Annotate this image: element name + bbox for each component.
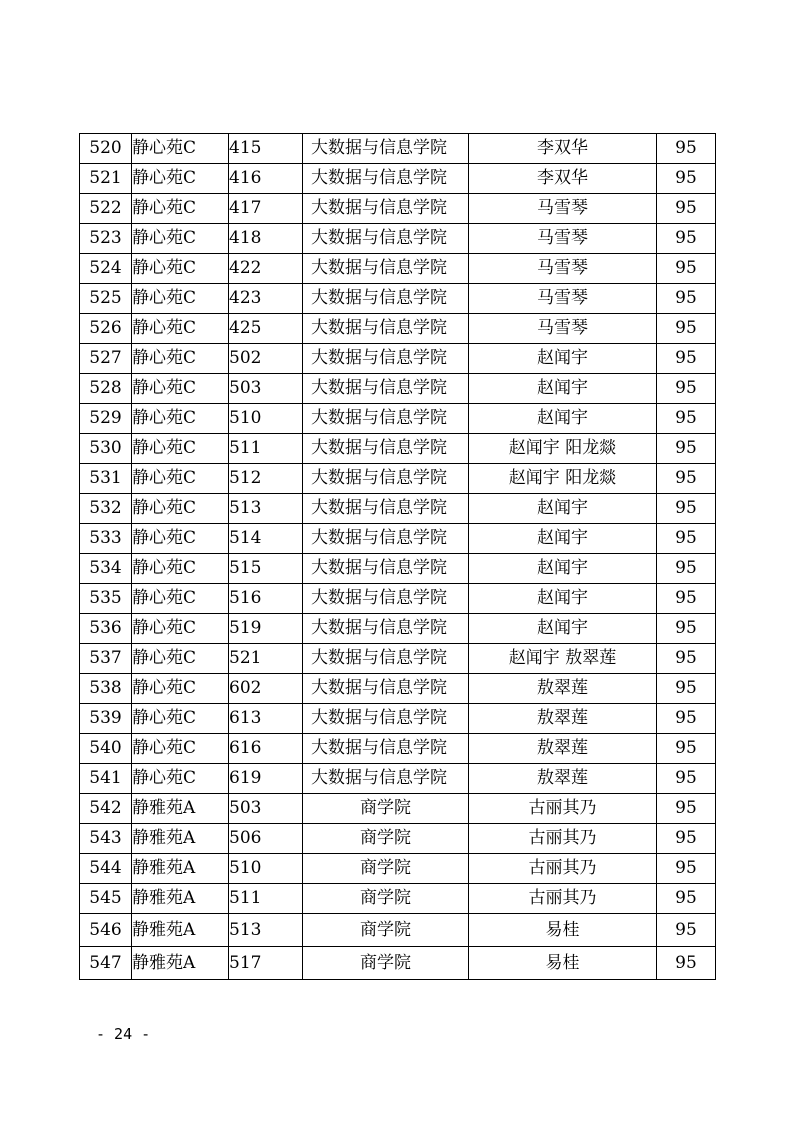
row-number: 524 [80, 254, 132, 284]
teacher-cell: 赵闻宇 [469, 614, 657, 644]
room-cell: 416 [229, 164, 303, 194]
teacher-cell: 古丽其乃 [469, 854, 657, 884]
row-number: 543 [80, 824, 132, 854]
room-cell: 503 [229, 374, 303, 404]
college-cell: 大数据与信息学院 [303, 704, 469, 734]
score-cell: 95 [657, 434, 716, 464]
score-cell: 95 [657, 284, 716, 314]
building-cell: 静心苑C [132, 164, 229, 194]
score-cell: 95 [657, 947, 716, 980]
building-cell: 静心苑C [132, 554, 229, 584]
score-cell: 95 [657, 794, 716, 824]
building-cell: 静心苑C [132, 254, 229, 284]
teacher-cell: 马雪琴 [469, 224, 657, 254]
table-row [80, 464, 716, 494]
score-cell: 95 [657, 614, 716, 644]
teacher-cell: 敖翠莲 [469, 734, 657, 764]
table-row [80, 284, 716, 314]
table-row [80, 194, 716, 224]
building-cell: 静心苑C [132, 704, 229, 734]
score-cell: 95 [657, 854, 716, 884]
college-cell: 商学院 [303, 947, 469, 980]
teacher-cell: 赵闻宇 [469, 374, 657, 404]
table-row [80, 704, 716, 734]
building-cell: 静雅苑A [132, 947, 229, 980]
teacher-cell: 马雪琴 [469, 284, 657, 314]
building-cell: 静心苑C [132, 194, 229, 224]
room-cell: 511 [229, 434, 303, 464]
row-number: 533 [80, 524, 132, 554]
page-number: - 24 - [96, 1025, 151, 1043]
college-cell: 大数据与信息学院 [303, 614, 469, 644]
college-cell: 大数据与信息学院 [303, 554, 469, 584]
table-row [80, 524, 716, 554]
row-number: 527 [80, 344, 132, 374]
teacher-cell: 易桂 [469, 914, 657, 947]
teacher-cell: 敖翠莲 [469, 674, 657, 704]
teacher-cell: 赵闻宇 [469, 344, 657, 374]
row-number: 531 [80, 464, 132, 494]
college-cell: 大数据与信息学院 [303, 764, 469, 794]
building-cell: 静心苑C [132, 134, 229, 164]
room-cell: 514 [229, 524, 303, 554]
teacher-cell: 古丽其乃 [469, 884, 657, 914]
score-cell: 95 [657, 224, 716, 254]
table-row [80, 947, 716, 980]
room-cell: 506 [229, 824, 303, 854]
room-cell: 515 [229, 554, 303, 584]
room-cell: 513 [229, 494, 303, 524]
row-number: 539 [80, 704, 132, 734]
teacher-cell: 马雪琴 [469, 254, 657, 284]
table-row [80, 164, 716, 194]
building-cell: 静心苑C [132, 374, 229, 404]
college-cell: 大数据与信息学院 [303, 674, 469, 704]
row-number: 532 [80, 494, 132, 524]
teacher-cell: 赵闻宇 [469, 584, 657, 614]
table-row [80, 434, 716, 464]
table-row [80, 614, 716, 644]
teacher-cell: 赵闻宇 [469, 524, 657, 554]
teacher-cell: 李双华 [469, 164, 657, 194]
score-cell: 95 [657, 464, 716, 494]
score-cell: 95 [657, 824, 716, 854]
teacher-cell: 古丽其乃 [469, 794, 657, 824]
building-cell: 静心苑C [132, 734, 229, 764]
table-row [80, 134, 716, 164]
room-cell: 418 [229, 224, 303, 254]
college-cell: 大数据与信息学院 [303, 194, 469, 224]
row-number: 521 [80, 164, 132, 194]
teacher-cell: 易桂 [469, 947, 657, 980]
row-number: 520 [80, 134, 132, 164]
score-cell: 95 [657, 674, 716, 704]
teacher-cell: 赵闻宇 [469, 404, 657, 434]
room-cell: 415 [229, 134, 303, 164]
room-cell: 422 [229, 254, 303, 284]
building-cell: 静心苑C [132, 674, 229, 704]
score-cell: 95 [657, 494, 716, 524]
teacher-cell: 赵闻宇 [469, 494, 657, 524]
building-cell: 静雅苑A [132, 854, 229, 884]
row-number: 523 [80, 224, 132, 254]
score-cell: 95 [657, 704, 716, 734]
score-cell: 95 [657, 884, 716, 914]
teacher-cell: 李双华 [469, 134, 657, 164]
room-cell: 517 [229, 947, 303, 980]
table-row [80, 674, 716, 704]
table-row [80, 314, 716, 344]
college-cell: 大数据与信息学院 [303, 344, 469, 374]
college-cell: 大数据与信息学院 [303, 584, 469, 614]
college-cell: 商学院 [303, 824, 469, 854]
room-cell: 423 [229, 284, 303, 314]
teacher-cell: 敖翠莲 [469, 704, 657, 734]
college-cell: 大数据与信息学院 [303, 164, 469, 194]
building-cell: 静心苑C [132, 404, 229, 434]
teacher-cell: 赵闻宇 阳龙燚 [469, 464, 657, 494]
college-cell: 大数据与信息学院 [303, 464, 469, 494]
building-cell: 静雅苑A [132, 884, 229, 914]
table-row [80, 254, 716, 284]
table-row [80, 914, 716, 947]
score-cell: 95 [657, 164, 716, 194]
building-cell: 静心苑C [132, 284, 229, 314]
building-cell: 静心苑C [132, 464, 229, 494]
table-row [80, 644, 716, 674]
room-cell: 619 [229, 764, 303, 794]
table-row [80, 734, 716, 764]
college-cell: 大数据与信息学院 [303, 374, 469, 404]
room-cell: 502 [229, 344, 303, 374]
building-cell: 静心苑C [132, 344, 229, 374]
score-cell: 95 [657, 374, 716, 404]
score-cell: 95 [657, 524, 716, 554]
row-number: 546 [80, 914, 132, 947]
score-cell: 95 [657, 344, 716, 374]
college-cell: 大数据与信息学院 [303, 284, 469, 314]
building-cell: 静心苑C [132, 314, 229, 344]
score-cell: 95 [657, 734, 716, 764]
room-cell: 521 [229, 644, 303, 674]
teacher-cell: 马雪琴 [469, 194, 657, 224]
row-number: 545 [80, 884, 132, 914]
table-row [80, 344, 716, 374]
teacher-cell: 敖翠莲 [469, 764, 657, 794]
teacher-cell: 赵闻宇 [469, 554, 657, 584]
building-cell: 静心苑C [132, 494, 229, 524]
room-cell: 512 [229, 464, 303, 494]
score-cell: 95 [657, 644, 716, 674]
building-cell: 静心苑C [132, 434, 229, 464]
row-number: 544 [80, 854, 132, 884]
table-row [80, 884, 716, 914]
score-cell: 95 [657, 194, 716, 224]
room-cell: 503 [229, 794, 303, 824]
room-cell: 616 [229, 734, 303, 764]
college-cell: 大数据与信息学院 [303, 134, 469, 164]
room-cell: 602 [229, 674, 303, 704]
college-cell: 大数据与信息学院 [303, 734, 469, 764]
score-cell: 95 [657, 584, 716, 614]
row-number: 525 [80, 284, 132, 314]
teacher-cell: 赵闻宇 敖翠莲 [469, 644, 657, 674]
room-cell: 425 [229, 314, 303, 344]
college-cell: 商学院 [303, 914, 469, 947]
college-cell: 大数据与信息学院 [303, 314, 469, 344]
row-number: 528 [80, 374, 132, 404]
room-cell: 513 [229, 914, 303, 947]
row-number: 541 [80, 764, 132, 794]
table-row [80, 494, 716, 524]
table-row [80, 374, 716, 404]
college-cell: 商学院 [303, 794, 469, 824]
room-cell: 510 [229, 404, 303, 434]
room-cell: 511 [229, 884, 303, 914]
score-cell: 95 [657, 914, 716, 947]
row-number: 535 [80, 584, 132, 614]
table-row [80, 584, 716, 614]
row-number: 547 [80, 947, 132, 980]
row-number: 522 [80, 194, 132, 224]
college-cell: 大数据与信息学院 [303, 644, 469, 674]
room-cell: 613 [229, 704, 303, 734]
building-cell: 静心苑C [132, 764, 229, 794]
table-row [80, 854, 716, 884]
table-row [80, 404, 716, 434]
building-cell: 静心苑C [132, 584, 229, 614]
score-cell: 95 [657, 254, 716, 284]
row-number: 537 [80, 644, 132, 674]
building-cell: 静雅苑A [132, 824, 229, 854]
score-cell: 95 [657, 554, 716, 584]
row-number: 542 [80, 794, 132, 824]
college-cell: 大数据与信息学院 [303, 524, 469, 554]
college-cell: 商学院 [303, 854, 469, 884]
row-number: 529 [80, 404, 132, 434]
row-number: 526 [80, 314, 132, 344]
room-cell: 510 [229, 854, 303, 884]
row-number: 534 [80, 554, 132, 584]
college-cell: 大数据与信息学院 [303, 434, 469, 464]
table-body [80, 134, 716, 980]
table-row [80, 554, 716, 584]
teacher-cell: 古丽其乃 [469, 824, 657, 854]
room-cell: 516 [229, 584, 303, 614]
table-row [80, 794, 716, 824]
building-cell: 静心苑C [132, 614, 229, 644]
row-number: 536 [80, 614, 132, 644]
row-number: 538 [80, 674, 132, 704]
building-cell: 静心苑C [132, 644, 229, 674]
score-cell: 95 [657, 764, 716, 794]
room-cell: 417 [229, 194, 303, 224]
college-cell: 大数据与信息学院 [303, 494, 469, 524]
dormitory-table [79, 133, 716, 980]
college-cell: 商学院 [303, 884, 469, 914]
building-cell: 静心苑C [132, 224, 229, 254]
college-cell: 大数据与信息学院 [303, 404, 469, 434]
building-cell: 静心苑C [132, 524, 229, 554]
table-row [80, 824, 716, 854]
room-cell: 519 [229, 614, 303, 644]
building-cell: 静雅苑A [132, 794, 229, 824]
college-cell: 大数据与信息学院 [303, 254, 469, 284]
building-cell: 静雅苑A [132, 914, 229, 947]
row-number: 530 [80, 434, 132, 464]
teacher-cell: 马雪琴 [469, 314, 657, 344]
score-cell: 95 [657, 404, 716, 434]
table-row [80, 764, 716, 794]
score-cell: 95 [657, 134, 716, 164]
score-cell: 95 [657, 314, 716, 344]
college-cell: 大数据与信息学院 [303, 224, 469, 254]
row-number: 540 [80, 734, 132, 764]
table-row [80, 224, 716, 254]
teacher-cell: 赵闻宇 阳龙燚 [469, 434, 657, 464]
